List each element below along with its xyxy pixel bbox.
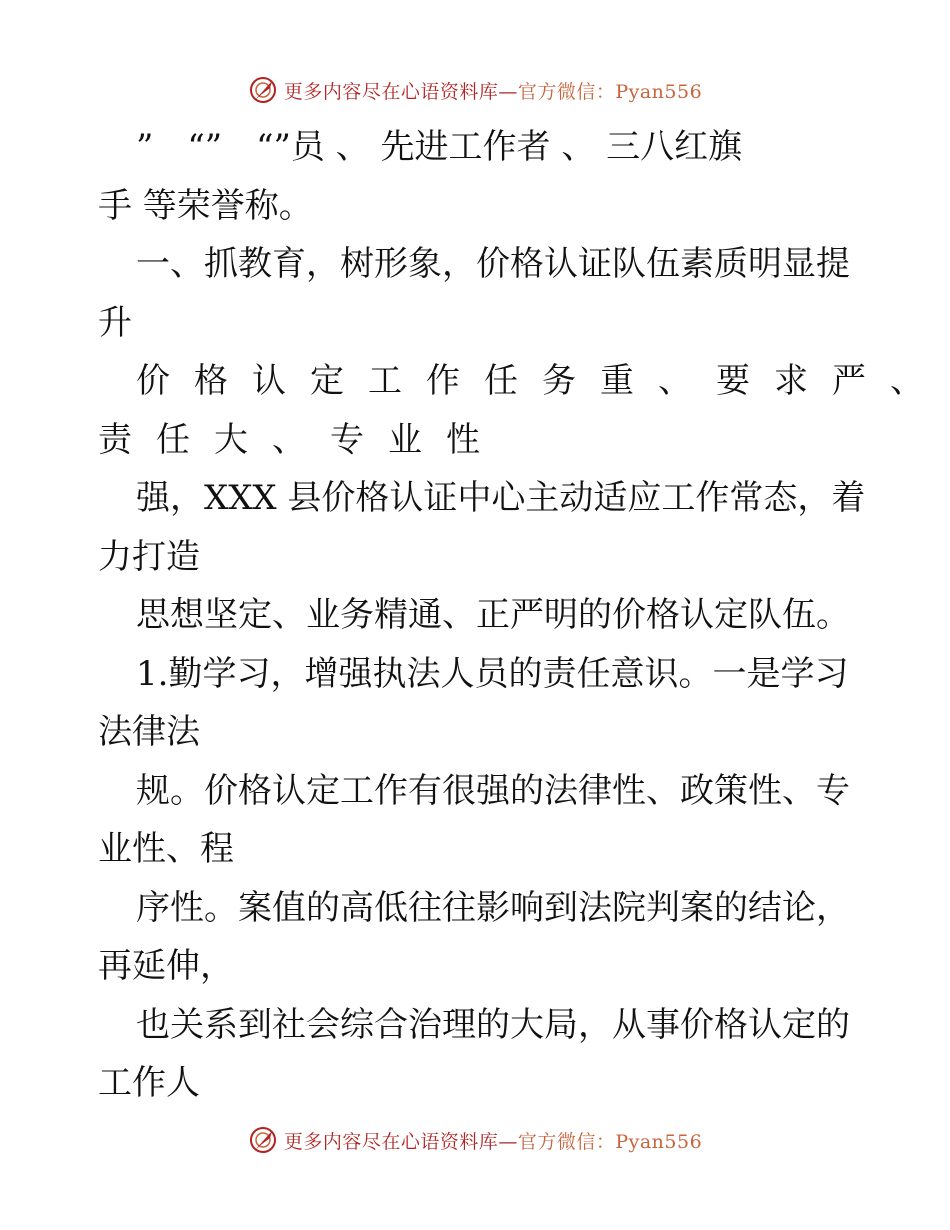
- quill-pen-logo-icon: [248, 1125, 278, 1155]
- text-line: 思想坚定、业务精通、正严明的价格认定队伍。: [136, 595, 850, 635]
- text-line: 强，XXX 县价格认证中心主动适应工作常态，着: [136, 478, 866, 518]
- text-line: 工作人: [98, 1063, 200, 1103]
- footer-wechat-text: 官方微信：Pyan556: [517, 1130, 703, 1153]
- text-line: 规。价格认定工作有很强的法律性、政策性、专: [136, 770, 850, 811]
- text-line: 也关系到社会综合治理的大局，从事价格认定的: [136, 1004, 850, 1045]
- subsection-heading: 1.勤学习，增强执法人员的责任意识。一是学习: [136, 653, 849, 694]
- text-line: 序性。案值的高低往往影响到法院判案的结论，: [136, 887, 850, 928]
- header-wechat-text: 官方微信：Pyan556: [517, 80, 703, 103]
- section-heading-cont: 升: [98, 302, 132, 343]
- text-line: 责任大、专业性: [98, 419, 504, 460]
- text-line: 力打造: [98, 536, 200, 577]
- text-line: 手 等荣誉称。: [98, 185, 313, 226]
- header-banner-text: 更多内容尽在心语资料库—官方微信：Pyan556: [283, 80, 703, 103]
- text-line: 再延伸，: [98, 946, 234, 986]
- section-heading: 一、抓教育，树形象，价格认证队伍素质明显提: [136, 244, 850, 284]
- header-banner: [0, 70, 950, 110]
- document-body: [98, 118, 948, 1113]
- quill-pen-logo-icon: [248, 75, 278, 105]
- text-line: ” “” “”员 、 先进工作者 、 三八红旗: [136, 127, 743, 167]
- text-line: 业性、程: [98, 829, 234, 869]
- footer-banner: [0, 1120, 950, 1160]
- text-line: 法律法: [98, 712, 200, 752]
- footer-banner-text: 更多内容尽在心语资料库—官方微信：Pyan556: [283, 1130, 703, 1153]
- text-line: 价格认定工作任务重、要求严、: [136, 361, 948, 401]
